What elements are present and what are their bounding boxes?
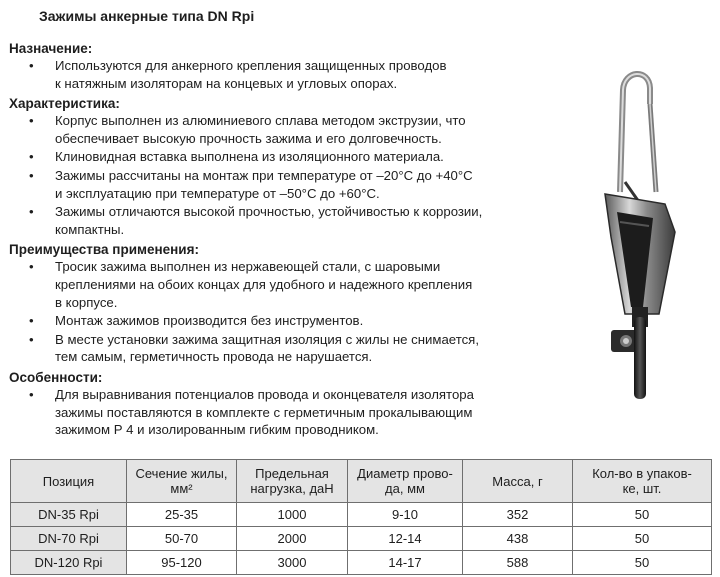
list-item-line: • Используются для анкерного крепления защищенных проводов — [55, 58, 447, 73]
table-cell: 95-120 — [127, 551, 237, 575]
column-header — [237, 460, 348, 503]
table-cell: 50 — [573, 551, 712, 575]
table-cell: DN-35 Rpi — [11, 503, 127, 527]
specification-table — [10, 459, 712, 575]
description — [9, 40, 569, 440]
column-header-line: Масса, г — [492, 473, 543, 489]
list-item-line: зажимом Р 4 и изолированным гибким проводником. — [55, 422, 379, 438]
list-item-line: креплениями на обоих концах для удобного и надежного крепления — [55, 276, 473, 292]
bullet-list — [9, 57, 569, 92]
table-cell: 9-10 — [348, 503, 463, 527]
list-item — [9, 312, 569, 330]
column-header — [11, 460, 127, 503]
list-item-line: • Монтаж зажимов производится без инструментов. — [55, 313, 364, 329]
list-item — [9, 331, 569, 366]
list-item-line: • Зажимы рассчитаны на монтаж при температуре от –20°С до +40°С — [55, 167, 473, 183]
table-cell: 352 — [463, 503, 573, 527]
table-cell: 438 — [463, 527, 573, 551]
list-item — [9, 167, 569, 202]
table-cell: 3000 — [237, 551, 348, 575]
table-row — [11, 527, 712, 551]
anchor-clamp-icon — [587, 62, 697, 402]
list-item-line: и эксплуатацию при температуре от –50°С до +60°С. — [55, 185, 380, 201]
table-cell: 14-17 — [348, 551, 463, 575]
column-header — [348, 460, 463, 503]
column-header — [573, 460, 712, 503]
table-cell: 50 — [573, 503, 712, 527]
table-row — [11, 551, 712, 575]
list-item — [9, 112, 569, 147]
list-item — [9, 386, 569, 439]
column-header — [463, 460, 573, 503]
table-cell: 1000 — [237, 503, 348, 527]
list-item-line: • Тросик зажима выполнен из нержавеющей стали, с шаровыми — [55, 259, 441, 275]
list-item-line: компактны. — [55, 221, 125, 237]
list-item — [9, 148, 569, 166]
table-cell: 12-14 — [348, 527, 463, 551]
list-item-line: • В месте установки зажима защитная изоляция с жилы не снимается, — [55, 331, 479, 347]
column-header-line: да, мм — [385, 481, 425, 496]
list-item-line: • Для выравнивания потенциалов провода и оконцевателя изолятора — [55, 386, 474, 402]
list-item-line: • Зажимы отличаются высокой прочностью, устойчивостью к коррозии, — [55, 204, 483, 220]
table-cell: DN-70 Rpi — [11, 527, 127, 551]
column-header-line: ке, шт. — [622, 481, 662, 496]
table-row — [11, 503, 712, 527]
column-header-line: Сечение жилы, — [135, 466, 228, 481]
table-cell: 50 — [573, 527, 712, 551]
bullet-list — [9, 258, 569, 366]
list-item-line: • Корпус выполнен из алюминиевого сплава методом экструзии, что — [55, 113, 466, 129]
bullet-list — [9, 112, 569, 238]
section-heading: Характеристика: — [9, 96, 120, 112]
table-cell: 25-35 — [127, 503, 237, 527]
section-heading: Особенности: — [9, 369, 103, 385]
column-header-line: Позиция — [42, 473, 95, 489]
table-cell: DN-120 Rpi — [11, 551, 127, 575]
list-item — [9, 258, 569, 311]
list-item-line: • Клиновидная вставка выполнена из изоляционного материала. — [55, 149, 444, 165]
list-item-line: к натяжным изоляторам на концевых и угловых опорах. — [55, 75, 398, 91]
table-cell: 588 — [463, 551, 573, 575]
list-item-line: тем самым, герметичность провода не нарушается. — [55, 349, 373, 365]
column-header — [127, 460, 237, 503]
list-item — [9, 203, 569, 238]
table-cell: 2000 — [237, 527, 348, 551]
bullet-list — [9, 386, 569, 439]
column-header-line: мм² — [170, 481, 193, 496]
list-item-line: зажимы поставляются в комплекте с герметичным прокалывающим — [55, 404, 473, 420]
column-header-line: нагрузка, даН — [250, 481, 334, 496]
column-header-line: Диаметр прово- — [357, 466, 453, 481]
section-heading: Преимущества применения: — [9, 242, 199, 258]
table-cell: 50-70 — [127, 527, 237, 551]
page-title: Зажимы анкерные типа DN Rpi — [39, 8, 255, 24]
column-header-line: Кол-во в упаков- — [592, 466, 692, 481]
table-header-row — [11, 460, 712, 503]
column-header-line: Предельная — [255, 466, 329, 481]
list-item-line: обеспечивает высокую прочность зажима и его долговечность. — [55, 130, 442, 146]
list-item-line: в корпусе. — [55, 294, 118, 310]
list-item — [9, 57, 569, 92]
section-heading: Назначение: — [9, 41, 93, 56]
